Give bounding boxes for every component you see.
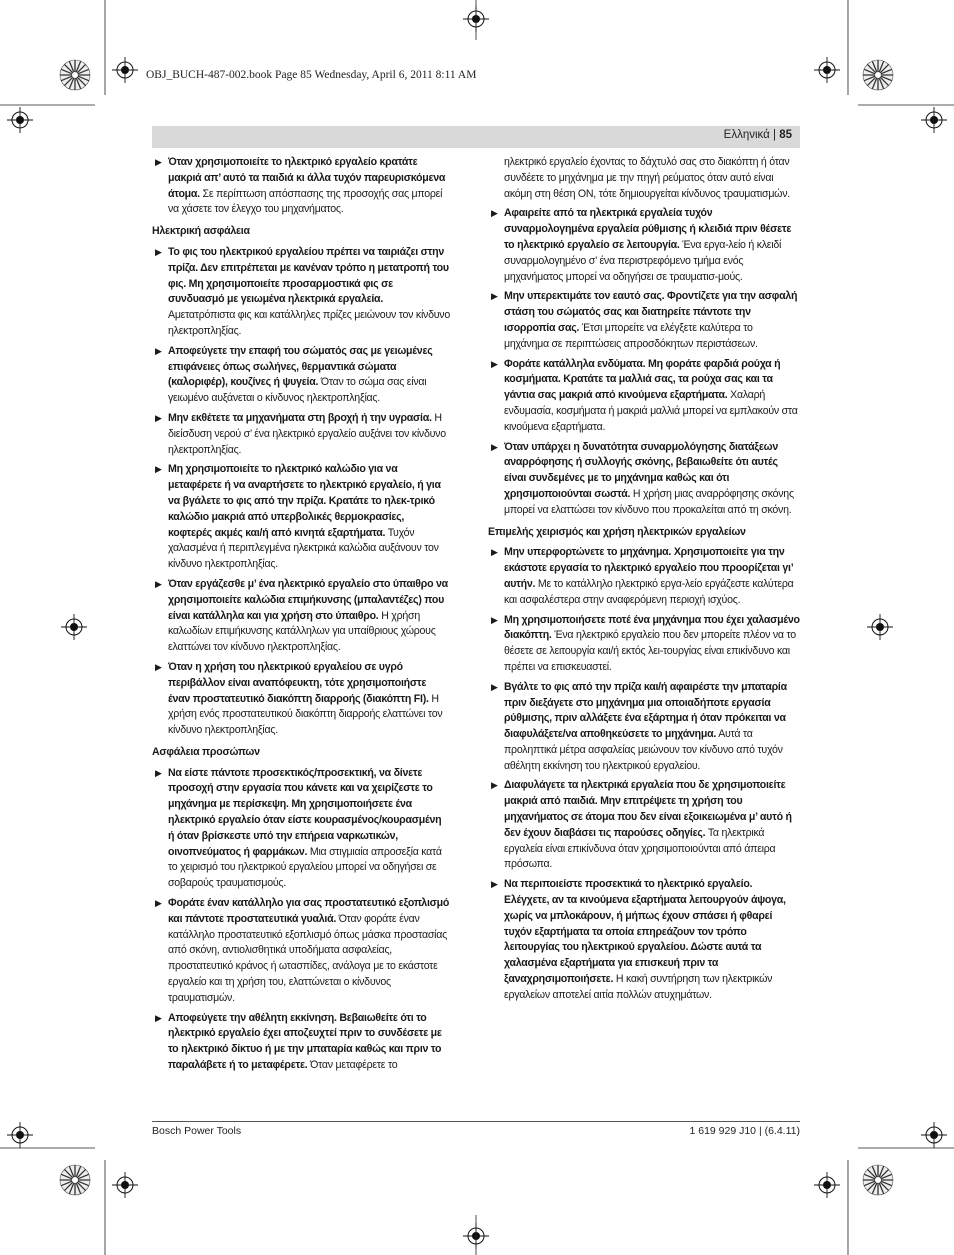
safety-instruction	[152, 1011, 450, 1074]
footer-rule	[152, 1121, 800, 1122]
page-header-bar	[152, 126, 800, 148]
instruction-text: Χαλαρή ενδυμασία, κοσμήματα ή μακριά μαλλιά μπορεί να εμπλακούν στα κινούμενα εξαρτήματα.	[504, 389, 798, 433]
safety-instruction	[488, 877, 800, 1003]
instruction-text: Η χρήση ενός προστατευτικού διακόπτη διαρροής ελαττώνει τον κίνδυνο ηλεκτροπληξίας.	[168, 692, 443, 737]
triangle-bullet-icon: ▶	[155, 898, 162, 909]
instruction-bold: Βγάλτε το φις από την πρίζα και/ή αφαιρέστε την μπαταρία πριν διεξάγετε στο μηχάνημα μια οποιαδήποτε εργασία ρύθμισης, πριν αλλάξετε ένα εξάρτημα ή όταν πρόκειται να διαφυλάξετε/να αποθηκεύσετε το μηχάνημα.	[504, 680, 787, 741]
triangle-bullet-icon: ▶	[155, 661, 162, 672]
safety-instruction	[488, 357, 800, 436]
instruction-text: Όταν μεταφέρετε το	[307, 1059, 398, 1072]
header-separator: |	[769, 129, 780, 141]
safety-instruction	[152, 344, 450, 407]
instruction-text: Έτσι μπορείτε να ελέγξετε καλύτερα το μηχάνημα σε περιπτώσεις απροσδόκητων περιστάσεων.	[504, 321, 758, 350]
instruction-text: Με το κατάλληλο ηλεκτρικό εργα-λείο εργάζεστε καλύτερα και ασφαλέστερα στην αναφερόμενη περιοχή ισχύος.	[504, 577, 794, 606]
instruction-text: ηλεκτρικό εργαλείο έχοντας το δάχτυλό σας στο διακόπτη ή όταν συνδέετε το μηχάνημα με την πηγή ρεύματος όταν αυτό είναι ακόμη στη θέση ON, τότε δημιουργείται κίνδυνος τραυματισμών.	[504, 156, 790, 200]
safety-instruction	[488, 440, 800, 519]
safety-instruction	[488, 545, 800, 608]
triangle-bullet-icon: ▶	[491, 358, 498, 369]
instruction-bold: Αποφεύγετε την αθέλητη εκκίνηση. Βεβαιωθείτε ότι το ηλεκτρικό εργαλείο έχει αποζευχτεί πριν το συνδέσετε με το ηλεκτρικό δίκτυο ή με την μπαταρία καθώς και πριν το παραλάβετε ή το μεταφέρετε.	[168, 1011, 442, 1072]
instruction-bold: Αφαιρείτε από τα ηλεκτρικά εργαλεία τυχόν συναρμολογημένα εργαλεία ρύθμισης ή κλειδιά πριν θέσετε το ηλεκτρικό εργαλείο σε λειτουργία.	[504, 207, 792, 251]
instruction-text: Όταν φοράτε έναν κατάλληλο προστατευτικό εξοπλισμό όπως μάσκα προστασίας από σκόνη, αντιολισθητικά υποδήματα ασφαλείας, προστατευτικό κράνος ή ωτασπίδες, ανάλογα με το εκάστοτε εργαλείο και τη χρήση του, ελαττώνεται ο κίνδυνος τραυματισμών.	[168, 912, 447, 1004]
instruction-bold: Μην εκθέτετε τα μηχανήματα στη βροχή ή την υγρασία.	[168, 411, 432, 424]
instruction-text: Η χρήση μιας αναρρόφησης σκόνης μπορεί να ελαττώσει τον κίνδυνο που προκαλείται από τη σκόνη.	[504, 487, 794, 516]
instruction-bold: Μην υπερεκτιμάτε τον εαυτό σας. Φροντίζετε για την ασφαλή στάση του σώματός σας και διατηρείτε πάντοτε την ισορροπία σας.	[504, 290, 798, 334]
triangle-bullet-icon: ▶	[491, 614, 498, 625]
footer-code: 1 619 929 J10 | (6.4.11)	[689, 1125, 800, 1137]
instruction-bold: Διαφυλάγετε τα ηλεκτρικά εργαλεία που δε χρησιμοποιείτε μακριά από παιδιά. Μην επιτρέψετε τη χρήση του μηχανήματος σε άτομα που δεν είναι εξοικειωμένα μ’ αυτό ή δεν έχουν διαβάσει τις παρούσες οδηγίες.	[504, 779, 792, 839]
section-heading: Ηλεκτρική ασφάλεια	[152, 225, 250, 238]
header-language: Ελληνικά	[723, 129, 770, 141]
triangle-bullet-icon: ▶	[491, 547, 498, 558]
right-column	[488, 155, 800, 1008]
instruction-bold: Το φις του ηλεκτρικού εργαλείου πρέπει να ταιριάζει στην πρίζα. Δεν επιτρέπεται με κανέναν τρόπο η μετατροπή του φις. Μη χρησιμοποιείτε προσαρμοστικά φις σε συνδυασμό με γειωμένα ηλεκτρικά εργαλεία.	[168, 245, 449, 306]
page-header	[724, 129, 792, 141]
triangle-bullet-icon: ▶	[155, 157, 162, 167]
triangle-bullet-icon: ▶	[155, 1012, 162, 1023]
instruction-bold: Να περιποιείστε προσεκτικά το ηλεκτρικό εργαλείο. Ελέγχετε, αν τα κινούμενα εξαρτήματα λειτουργούν άψογα, χωρίς να μπλοκάρουν, ή μήπως έχουν σπάσει ή φθαρεί τυχόν εξαρτήματα τα οποία επηρεάζουν τον τρόπο λειτουργίας του ηλεκτρικού εργαλείου. Δώστε αυτά τα χαλασμένα εξαρτήματα για επισκευή πριν τα ξαναχρησιμοποιήσετε.	[504, 878, 786, 986]
instruction-text: Η διείσδυση νερού σ’ ένα ηλεκτρικό εργαλείο αυξάνει τον κίνδυνο ηλεκτροπληξίας.	[168, 411, 446, 456]
instruction-text: Αυτά τα προληπτικά μέτρα ασφαλείας μειώνουν τον κίνδυνο από τυχόν αθέλητη εκκίνηση του ηλεκτρικού εργαλείου.	[504, 728, 783, 772]
section-heading: Επιμελής χειρισμός και χρήση ηλεκτρικών εργαλείων	[488, 525, 746, 538]
instruction-bold: Φοράτε έναν κατάλληλο για σας προστατευτικό εξοπλισμό και πάντοτε προστατευτικά γυαλιά.	[168, 897, 450, 925]
safety-instruction	[488, 206, 800, 285]
instruction-bold: Όταν υπάρχει η δυνατότητα συναρμολόγησης διατάξεων αναρρόφησης ή συλλογής σκόνης, βεβαιωθείτε ότι αυτές είναι συνδεμένες με το μηχάνημα καθώς και ότι χρησιμοποιούνται σωστά.	[504, 440, 778, 500]
instruction-bold: Όταν χρησιμοποιείτε το ηλεκτρικό εργαλείο κρατάτε μακριά απ’ αυτό τα παιδιά κι άλλα τυχόν παρευρισκόμενα άτομα.	[168, 156, 446, 200]
triangle-bullet-icon: ▶	[491, 780, 498, 791]
instruction-text: Η χρήση καλωδίων επιμήκυνσης κατάλληλων για υπαίθριους χώρους ελαττώνει τον κίνδυνο ηλεκτροπληξίας.	[168, 609, 436, 654]
safety-instruction	[152, 577, 450, 656]
safety-instruction	[152, 245, 450, 340]
safety-instruction	[488, 778, 800, 873]
instruction-bold: Όταν εργάζεσθε μ’ ένα ηλεκτρικό εργαλείο στο ύπαιθρο να χρησιμοποιείτε καλώδια επιμήκυνσης (μπαλαντέζες) που είναι κατάλληλα και για χρήση στο ύπαιθρο.	[168, 577, 448, 622]
safety-instruction	[488, 289, 800, 352]
instruction-text: Αμετατρόπιστα φις και κατάλληλες πρίζες μειώνουν τον κίνδυνο ηλεκτροπληξίας.	[168, 309, 450, 337]
triangle-bullet-icon: ▶	[491, 681, 498, 692]
instruction-text: Όταν το σώμα σας είναι γειωμένο αυξάνεται ο κίνδυνος ηλεκτροπληξίας.	[168, 376, 427, 405]
instruction-bold: Μην υπερφορτώνετε το μηχάνημα. Χρησιμοποιείτε για την εκάστοτε εργασία το ηλεκτρικό εργαλείο που προορίζεται γι’ αυτήν.	[504, 546, 793, 590]
footer-brand: Bosch Power Tools	[152, 1125, 242, 1137]
safety-instruction	[488, 155, 800, 202]
safety-instruction	[152, 766, 450, 892]
triangle-bullet-icon: ▶	[491, 441, 498, 452]
safety-instruction	[152, 155, 450, 218]
instruction-text: Ένα ηλεκτρικό εργαλείο που δεν μπορείτε πλέον να το θέσετε σε λειτουργία και/ή εκτός λει-τουργίας είναι επικίνδυνο και πρέπει να επισκευαστεί.	[504, 629, 796, 673]
instruction-bold: Όταν η χρήση του ηλεκτρικού εργαλείου σε υγρό περιβάλλον είναι αναπόφευκτη, τότε χρησιμοποιήστε έναν προστατευτικό διακόπτη διαρροής (διακόπτη FI).	[168, 660, 429, 705]
instruction-text: Ένα εργα-λείο ή κλειδί συναρμολογημένο σ’ ένα περιστρεφόμενο τμήμα ενός μηχανήματος μπορεί να οδηγήσει σε τραυματισ-μούς.	[504, 238, 782, 283]
instruction-text: Τα ηλεκτρικά εργαλεία είναι επικίνδυνα όταν χρησιμοποιούνται από άπειρα πρόσωπα.	[504, 826, 776, 871]
instruction-bold: Μη χρησιμοποιείτε το ηλεκτρικό καλώδιο για να μεταφέρετε ή να αναρτήσετε το ηλεκτρικό εργαλείο, ή για να βγάλετε το φις από την πρίζα. Κρατάτε το ηλεκ-τρικό καλώδιο μακριά από υπερβολικές θερμοκρασίες, κοφτερές ακμές και/ή από κινητά εξαρτήματα.	[168, 463, 441, 539]
triangle-bullet-icon: ▶	[155, 412, 162, 423]
safety-instruction	[152, 896, 450, 1007]
section-heading: Ασφάλεια προσώπων	[152, 745, 260, 758]
left-column	[152, 155, 450, 1078]
instruction-text: Τυχόν χαλασμένα ή περιπλεγμένα ηλεκτρικά καλώδια αυξάνουν τον κίνδυνο ηλεκτροπληξίας.	[168, 526, 439, 571]
print-slug: OBJ_BUCH-487-002.book Page 85 Wednesday, April 6, 2011 8:11 AM	[146, 69, 477, 81]
safety-instruction	[152, 411, 450, 458]
instruction-bold: Αποφεύγετε την επαφή του σώματός σας με γειωμένες επιφάνειες όπως σωλήνες, θερμαντικά σώματα (καλοριφέρ), κουζίνες ή ψυγεία.	[168, 344, 433, 389]
triangle-bullet-icon: ▶	[155, 464, 162, 475]
safety-instruction	[152, 462, 450, 573]
page-number: 85	[779, 129, 792, 141]
triangle-bullet-icon: ▶	[491, 291, 498, 302]
safety-instruction	[488, 613, 800, 676]
safety-instruction	[152, 660, 450, 739]
triangle-bullet-icon: ▶	[491, 208, 498, 219]
instruction-text: Μια στιγμιαία απροσεξία κατά το χειρισμό του ηλεκτρικού εργαλείου μπορεί να οδηγήσει σε σοβαρούς τραυματισμούς.	[168, 845, 442, 890]
safety-instruction	[488, 680, 800, 775]
triangle-bullet-icon: ▶	[155, 767, 162, 778]
triangle-bullet-icon: ▶	[491, 879, 498, 890]
triangle-bullet-icon: ▶	[155, 246, 162, 257]
triangle-bullet-icon: ▶	[155, 578, 162, 589]
instruction-text: Σε περίπτωση απόσπασης της προσοχής σας μπορεί να χάσετε τον έλεγχο του μηχανήματος.	[168, 187, 443, 216]
triangle-bullet-icon: ▶	[155, 345, 162, 356]
instruction-bold: Φοράτε κατάλληλα ενδύματα. Μη φοράτε φαρδιά ρούχα ή κοσμήματα. Κρατάτε τα μαλλιά σας, τα ρούχα σας και τα γάντια σας μακριά από κινούμενα εξαρτήματα.	[504, 357, 781, 402]
instruction-bold: Να είστε πάντοτε προσεκτικός/προσεκτική, να δίνετε προσοχή στην εργασία που κάνετε και να χειρίζεστε το μηχάνημα με περίσκεψη. Μη χρησιμοποιήσετε ένα ηλεκτρικό εργαλείο όταν είστε κουρασμένος/κουρασμένη ή όταν βρίσκεστε υπό την επήρεια ναρκωτικών, οινοπνεύματος ή φαρμάκων.	[168, 766, 442, 858]
instruction-bold: Μη χρησιμοποιήσετε ποτέ ένα μηχάνημα που έχει χαλασμένο διακόπτη.	[504, 613, 800, 642]
instruction-text: Η κακή συντήρηση των ηλεκτρικών εργαλείων αποτελεί αιτία πολλών ατυχημάτων.	[504, 973, 773, 1001]
